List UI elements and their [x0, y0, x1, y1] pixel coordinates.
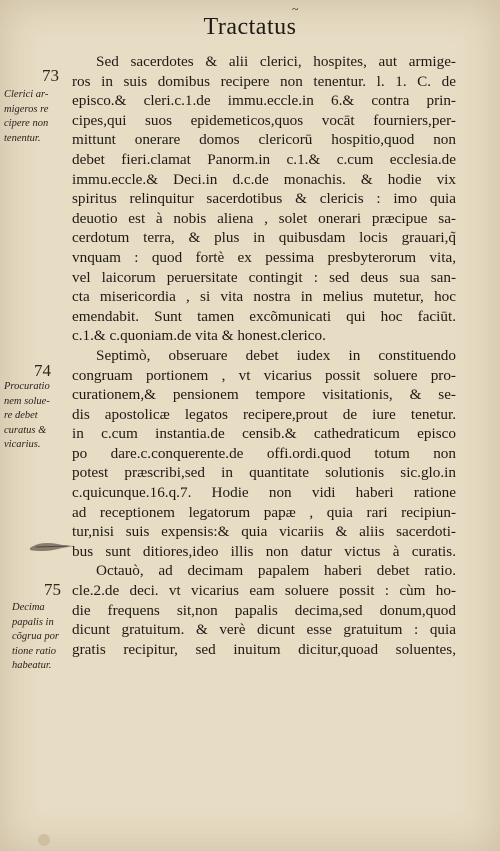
text-line: Sed sacerdotes & alii clerici, hospites, aut armige- [96, 53, 456, 70]
margin-note-line: re debet [4, 410, 38, 421]
text-line: bus sunt ditiores,ideo illis non datur victus à curatis. [72, 542, 456, 560]
margin-note-line: papalis in [12, 616, 54, 628]
text-line: potest præscribi,sed in quantitate solutionis sic.glo.in [72, 464, 456, 482]
margin-note-73 [4, 88, 70, 146]
margin-note-line: tione ratio [12, 645, 57, 657]
margin-note-line: cipere non [4, 118, 49, 129]
pointing-hand-icon [28, 536, 76, 556]
margin-note-line: habeatur. [12, 660, 52, 671]
paper-wormhole [38, 834, 50, 846]
text-line: mittunt onerare domos clericorū hospitio,quod non [72, 131, 456, 149]
text-line: curationem,& pensionem tempore visitationis, & se- [72, 386, 456, 404]
text-line: deuotio est à nobis aliena , solet onerari præcipue sa- [72, 209, 456, 227]
margin-note-line: curatus & [4, 424, 47, 436]
text-line: in c.cum instantia.de censib.& cathedraticum episco [72, 425, 456, 443]
text-line: ros in suis domibus recipere non tenentur. l. 1. C. de [72, 72, 456, 90]
text-line: cerdotum terra, & plus in quibusdam locis grauari,q̃ [72, 229, 456, 247]
text-line: immu.eccle.& Deci.in d.c.de monachis. & hodie vix [72, 170, 456, 188]
text-line: cta misericordia , si vita nostra in melius mutetur, hoc [72, 288, 456, 306]
main-text [72, 52, 456, 659]
text-line: cipes,qui suos epidemeticos,quos vocāt fourniers,per- [72, 111, 456, 129]
text-line: vel laicorum peruersitate contingit : sed deus sua san- [72, 268, 456, 286]
margin-note-line: Procuratio [4, 381, 50, 392]
text-line: episco.& cleri.c.1.de immu.eccle.in 6.& contra prin- [72, 92, 456, 110]
text-line: ad receptionem legatorum papæ , quia rari recipiun- [72, 503, 456, 521]
paragraph-number-73: 73 [42, 66, 59, 85]
text-line: Octauò, ad decimam papalem haberi debet ratio. [96, 562, 456, 580]
text-line: po dare.c.conquerente.de offi.ordi.quod totum non [72, 444, 456, 462]
margin-note-line: tenentur. [4, 132, 41, 144]
margin-note-line: migeros re [4, 103, 49, 115]
text-line: Septimò, obseruare debet iudex in constituendo [96, 346, 456, 364]
paragraph-number-75: 75 [44, 580, 61, 599]
text-line: c.1.& c.quoniam.de vita & honest.clerico. [72, 327, 326, 345]
running-header: Tractatus [203, 14, 297, 40]
text-line: tur,nisi suis expensis:& quia vicariis & aliis sacerdoti- [72, 523, 456, 541]
margin-note-line: Clerici ar- [4, 89, 49, 100]
text-line: gratis recipitur, sed inuitum dicitur,quoad soluentes, [72, 640, 456, 658]
text-line: emendabit. Sunt tamen excõmunicati qui hoc faciūt. [72, 307, 456, 325]
header-mark: ~ [292, 2, 299, 16]
text-line: dis apostolicæ legatos recipere,prout de iure tenetur. [72, 405, 456, 423]
text-line: vnquam : quod fortè ex pessima presbyterorum vita, [72, 248, 456, 266]
text-line: die frequens sit,non papalis decima,sed donum,quod [72, 601, 456, 619]
text-line: congruam portionem , vt vicarius possit soluere pro- [72, 366, 456, 384]
margin-note-line: nem solue- [4, 395, 50, 407]
text-line: dicunt gratuitum. & verè dicunt esse gratuitum : quia [72, 621, 456, 639]
text-line: spiritus relinquitur sacerdotibus & clericis : imo quia [72, 190, 456, 208]
text-line: cle.2.de deci. vt vicarius eam soluere possit : cùm ho- [72, 582, 456, 600]
paragraph-number-74: 74 [34, 361, 51, 380]
margin-note-line: cõgrua por [12, 631, 59, 642]
margin-note-75 [4, 601, 78, 674]
margin-note-74 [4, 380, 70, 453]
margin-note-line: Decima [12, 602, 45, 613]
margin-note-line: vicarius. [4, 439, 41, 450]
text-line: debet fieri.clamat Panorm.in c.1.& c.cum ecclesia.de [72, 150, 456, 168]
text-line: c.quicunque.16.q.7. Hodie non vidi haberi ratione [72, 484, 456, 502]
